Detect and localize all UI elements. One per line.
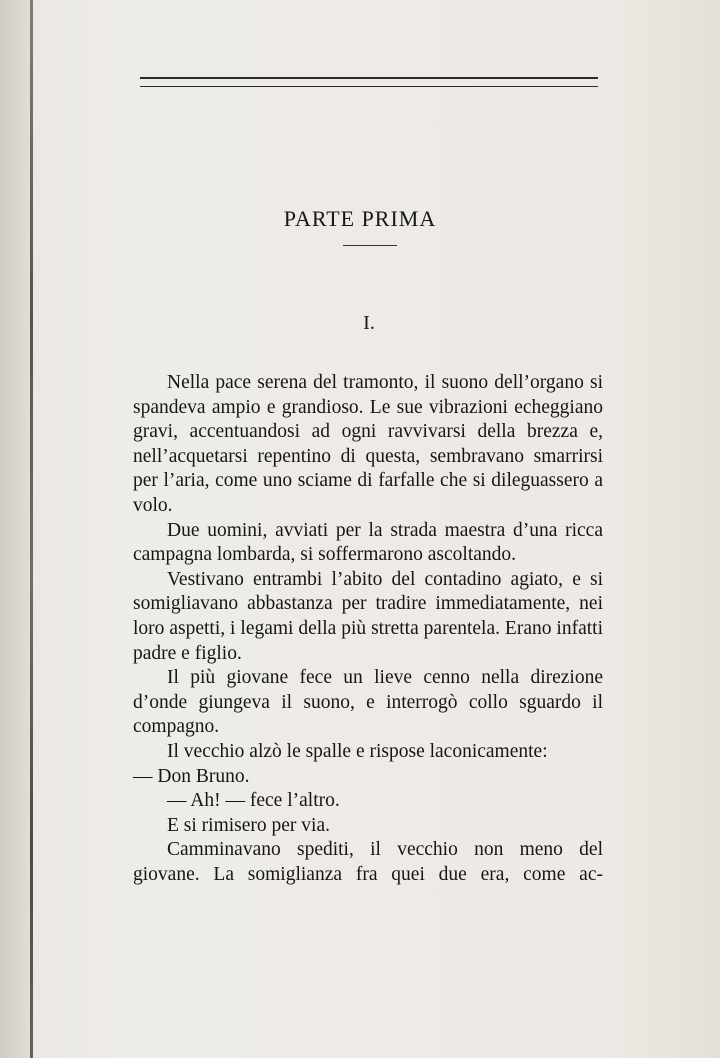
chapter-number: I. [363,312,375,334]
title-dash [343,245,397,246]
paragraph: Vestivano entrambi l’abito del contadino agiato, e si somigliavano abbastanza per tradire immediatamente, nei loro aspetti, i legami della più stretta parentela. Erano infatti padre e figlio. [133,568,603,664]
header-rule-top [140,77,598,79]
paragraph: Il più giovane fece un lieve cenno nella direzione d’onde giungeva il suono, e interrogò collo sguardo il compagno. [133,667,603,738]
body-text [133,371,603,887]
dialogue-line: — Don Bruno. [133,765,250,787]
dialogue-line: — Ah! — fece l’altro. [167,790,340,812]
paragraph: Due uomini, avviati per la strada maestra d’una ricca campagna lombarda, si soffermarono ascoltando. [133,519,603,566]
paragraph: Camminavano spediti, il vecchio non meno del giovane. La somiglianza fra quei due era, come ac- [133,839,603,885]
paragraph: E si rimisero per via. [167,814,330,836]
paragraph: Il vecchio alzò le spalle e rispose laconicamente: [167,740,548,762]
part-title: PARTE PRIMA [283,206,437,231]
paragraph: Nella pace serena del tramonto, il suono dell’organo si spandeva ampio e grandioso. Le sue vibrazioni echeggiano gravi, accentuandosi ad ogni ravvivarsi della brezza e, nell’acquetarsi repentino di questa, sembravano smarrirsi per l’aria, come uno sciame di farfalle che si dileguassero a volo. [133,372,603,516]
binding-shadow [0,0,30,1058]
binding-edge [30,0,33,1058]
header-rule-bottom [140,86,598,87]
